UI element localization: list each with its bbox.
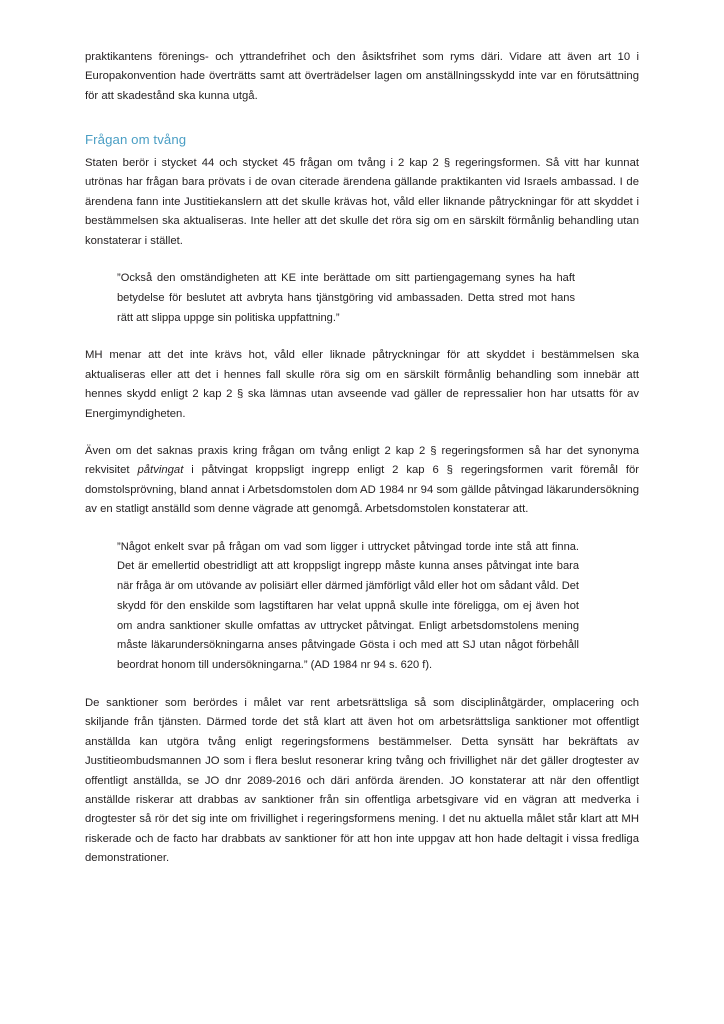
paragraph-intro: praktikantens förenings- och yttrandefrihet och den åsiktsfrihet som ryms däri. Vidare att även art 10 i Europakonvention hade överträtts samt att överträdelser lagen om anställningsskydd inte var en förutsättning för att skadestånd ska kunna utgå. <box>85 51 639 102</box>
paragraph-sanktioner: De sanktioner som berördes i målet var rent arbetsrättsliga så som disciplinåtgärder, omplacering och skiljande från tjänsten. Därmed torde det stå klart att även hot om arbetsrättsliga sanktioner mot offentligt anställda kan utgöra tvång enligt regeringsformens bestämmelser. Detta synsätt har bekräftats av Justitieombudsmannen JO som i flera beslut resonerar kring tvång och frivillighet när det gäller drogtester av offentligt anställda, se JO dnr 2089-2016 och däri anförda ärenden. JO konstaterar att när den offentligt anställde riskerar att drabbas av sanktioner från sin offentliga arbetsgivare vid en vägran att medverka i drogtester så rör det sig inte om frivillighet i regeringsformens mening. I det nu aktuella målet står klart att MH riskerade och de facto har drabbats av sanktioner för att hon inte uppgav att hon hade deltagit i vissa fredliga demonstrationer. <box>85 696 639 865</box>
spacer <box>85 251 639 269</box>
blockquote-ke: ”Också den omständigheten att KE inte berättade om sitt partiengagemang synes ha haft betydelse för beslutet att avbryta hans tjänstgöring vid ambassaden. Detta stred mot hans rätt att slippa uppge sin politiska uppfattning.” <box>117 272 575 324</box>
spacer <box>85 676 639 694</box>
paragraph-mh: MH menar att det inte krävs hot, våld eller liknade påtryckningar för att skyddet i bestämmelsen ska aktualiseras eller att det i hennes fall skulle röra sig om en särskilt förmånlig behandling som innebär att hennes skydd enligt 2 kap 2 § ska lämnas utan avseende vad gäller de repressalier hon har utsatts för av Energimyndigheten. <box>85 349 639 420</box>
document-body <box>85 48 639 869</box>
spacer <box>85 106 639 130</box>
paragraph-staten: Staten berör i stycket 44 och stycket 45 frågan om tvång i 2 kap 2 § regeringsformen. Så vitt har kunnat utrönas har frågan bara prövats i de ovan citerade ärendena gällande praktikanten vid Israels ambassad. I de ärendena fann inte Justitiekanslern att det skulle krävas hot, våld eller liknande påtryckningar för att skyddet i bestämmelsen ska aktualiseras. Inte heller att det skulle det röra sig om en särskilt förmånlig behandling utan konstaterar i stället. <box>85 157 639 247</box>
segment-text: i påtvingat kroppsligt ingrepp enligt 2 kap 6 § regeringsformen varit föremål för domstolsprövning, bland annat i Arbetsdomstolen dom AD 1984 nr 94 som gällde påtvingad läkarundersökning av en statligt anställd som denne vägrade att genomgå. Arbetsdomstolen konstaterar att. <box>85 464 639 516</box>
spacer <box>85 328 639 346</box>
segment-emphasis: påtvingat <box>137 464 184 477</box>
spacer <box>85 424 639 442</box>
spacer <box>85 520 639 538</box>
segment-text: Även om det saknas praxis kring frågan om tvång enligt 2 kap 2 § regeringsformen så har det synonyma rekvisitet <box>85 445 639 477</box>
section-heading-tvang: Frågan om tvång <box>85 132 187 148</box>
paragraph-aven <box>85 442 639 520</box>
blockquote-ad: ”Något enkelt svar på frågan om vad som ligger i uttrycket påtvingad torde inte stå att finna. Det är emellertid obestridligt att att kroppsligt ingrepp måste kunna anses påtvingat inte bara när fråga är om utövande av polisiärt eller därmed jämförligt våld eller hot om sådant våld. Det skydd för den enskilde som lagstiftaren har velat uppnå skulle inte föreligga, om ej även hot om andra sanktioner skulle omfattas av uttrycket påtvingat. Enligt arbetsdomstolens mening måste läkarundersökningarna anses påtvingade Gösta i och med att SJ utan något förbehåll beordrat honom till undersökningarna.” (AD 1984 nr 94 s. 620 f). <box>117 540 579 672</box>
